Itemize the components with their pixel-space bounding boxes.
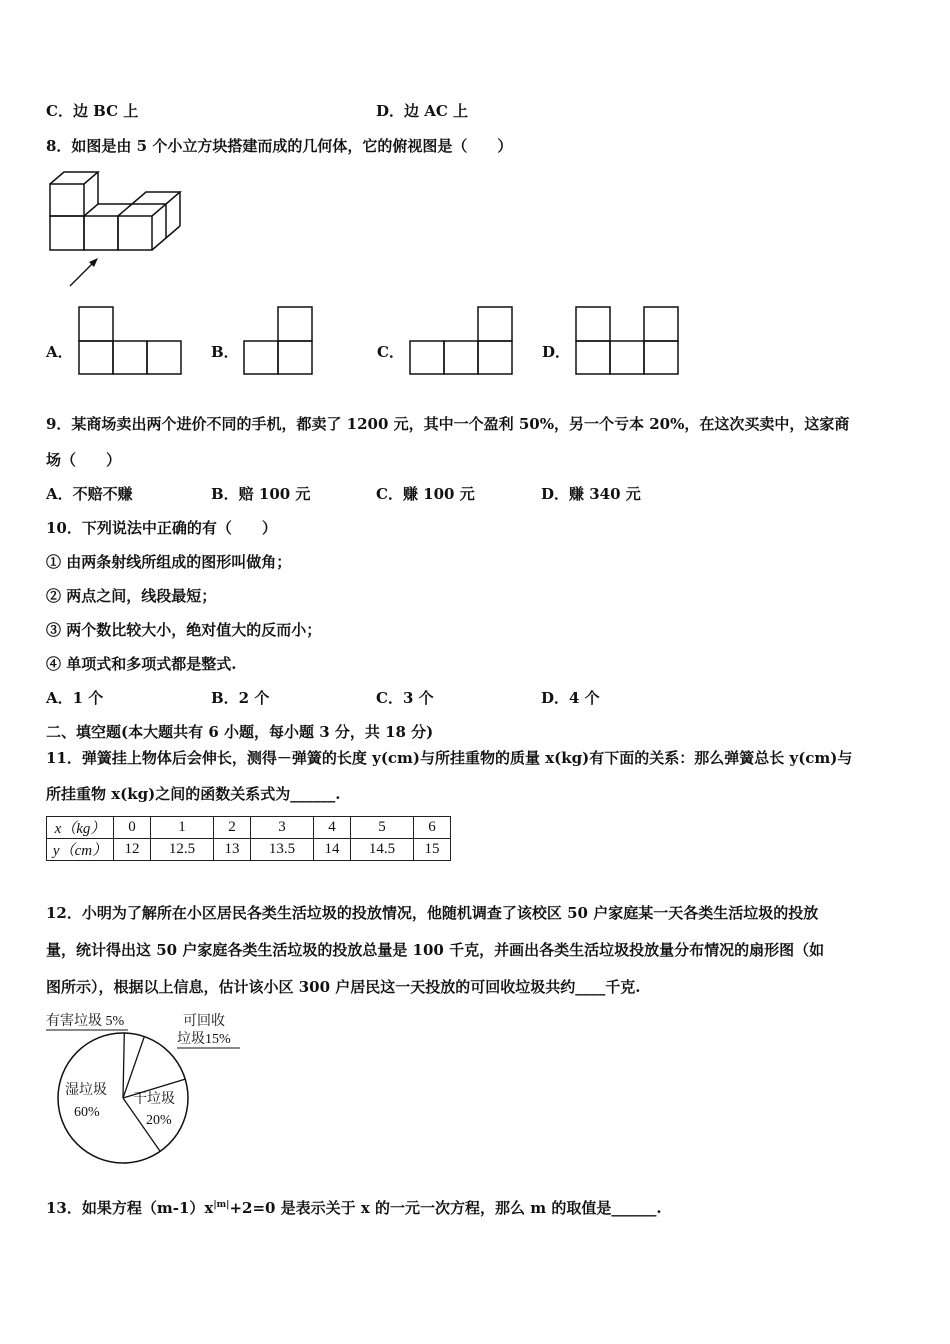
q11-stem-line1: 11．弹簧挂上物体后会伸长，测得－弹簧的长度 y(cm)与所挂重物的质量 x(kg)有下面的关系：那么弹簧总长 y(cm)与: [46, 749, 853, 767]
table-cell: 4: [313, 817, 350, 839]
label-wet-percent: 60%: [74, 1105, 100, 1120]
table-row: [47, 839, 451, 861]
q10-option-b: B．2 个: [211, 689, 270, 707]
q11-stem-line2: 所挂重物 x(kg)之间的函数关系式为______.: [46, 785, 341, 803]
section-2-heading: 二、填空题(本大题共有 6 小题，每小题 3 分，共 18 分): [46, 723, 434, 741]
q8-stem: 8．如图是由 5 个小立方块搭建而成的几何体，它的俯视图是（ ）: [46, 137, 513, 155]
table-cell: 15: [413, 839, 450, 861]
table-cell-header: y（cm）: [47, 839, 114, 861]
q10-stem: 10．下列说法中正确的有（ ）: [46, 519, 277, 537]
table-cell: 2: [213, 817, 250, 839]
q9-stem-line2: 场（ ）: [46, 451, 122, 469]
q10-option-a: A．1 个: [46, 689, 104, 707]
q8-option-a-label: A．: [46, 343, 73, 361]
table-cell: 6: [413, 817, 450, 839]
q12-stem-line3: 图所示），根据以上信息，估计该小区 300 户居民这一天投放的可回收垃圾共约____千克.: [46, 978, 641, 996]
table-row: [47, 817, 451, 839]
label-recyclable-line2: 垃圾15%: [177, 1032, 231, 1047]
view-direction-arrow-icon: [70, 258, 98, 286]
q8-option-b-label: B．: [211, 343, 239, 361]
q11-value-table: [46, 816, 451, 861]
table-cell: 13.5: [250, 839, 313, 861]
q12-stem-line1: 12．小明为了解所在小区居民各类生活垃圾的投放情况，他随机调查了该校区 50 户家庭某一天各类生活垃圾的投放: [46, 904, 819, 922]
q9-option-b: B．赔 100 元: [211, 485, 311, 503]
table-cell: 12.5: [150, 839, 213, 861]
table-cell: 12: [114, 839, 151, 861]
q12-pie-chart: [40, 1008, 260, 1168]
table-cell: 14.5: [350, 839, 413, 861]
table-cell: 0: [114, 817, 151, 839]
table-cell: 3: [250, 817, 313, 839]
table-cell: 5: [350, 817, 413, 839]
q9-stem-line1: 9．某商场卖出两个进价不同的手机，都卖了 1200 元，其中一个盈利 50%，另一个亏本 20%，在这次买卖中，这家商: [46, 415, 850, 433]
label-recyclable-line1: 可回收: [183, 1014, 225, 1029]
table-cell-header: x（kg）: [47, 817, 114, 839]
q8-option-c-label: C．: [377, 343, 404, 361]
q13-stem-part2: +2=0 是表示关于 x 的一元一次方程，那么 m 的取值是______.: [229, 1199, 662, 1217]
q9-option-a: A．不赔不赚: [46, 485, 133, 503]
q8-option-b-grid: [243, 306, 313, 376]
q13-stem-part1: 13．如果方程（m-1）x: [46, 1199, 214, 1217]
q10-statement-2: ② 两点之间，线段最短；: [46, 587, 217, 605]
q9-option-d: D．赚 340 元: [541, 485, 641, 503]
q8-option-d-grid: [575, 306, 679, 376]
q9-option-c: C．赚 100 元: [376, 485, 475, 503]
q10-statement-3: ③ 两个数比较大小，绝对值大的反而小；: [46, 621, 322, 639]
q13-stem: [46, 1195, 662, 1218]
table-cell: 13: [213, 839, 250, 861]
q8-option-d-label: D．: [542, 343, 571, 361]
q10-statement-1: ① 由两条射线所组成的图形叫做角；: [46, 553, 292, 571]
label-wet: 湿垃圾: [65, 1083, 107, 1098]
q8-solid-figure: [48, 170, 188, 290]
q10-option-d: D．4 个: [541, 689, 600, 707]
q13-exponent: |m|: [213, 1200, 230, 1210]
q12-stem-line2: 量，统计得出这 50 户家庭各类生活垃圾的投放总量是 100 千克，并画出各类生活垃圾投放量分布情况的扇形图（如: [46, 941, 825, 959]
q7-option-c: C．边 BC 上: [46, 102, 139, 120]
label-dry-percent: 20%: [146, 1113, 172, 1128]
q10-option-c: C．3 个: [376, 689, 434, 707]
q8-option-c-grid: [409, 306, 513, 376]
table-cell: 14: [313, 839, 350, 861]
q10-statement-4: ④ 单项式和多项式都是整式.: [46, 655, 237, 673]
q8-option-a-grid: [78, 306, 182, 376]
label-hazardous: 有害垃圾 5%: [46, 1014, 125, 1029]
table-cell: 1: [150, 817, 213, 839]
q7-option-d: D．边 AC 上: [376, 102, 469, 120]
label-dry: 干垃圾: [133, 1092, 175, 1107]
